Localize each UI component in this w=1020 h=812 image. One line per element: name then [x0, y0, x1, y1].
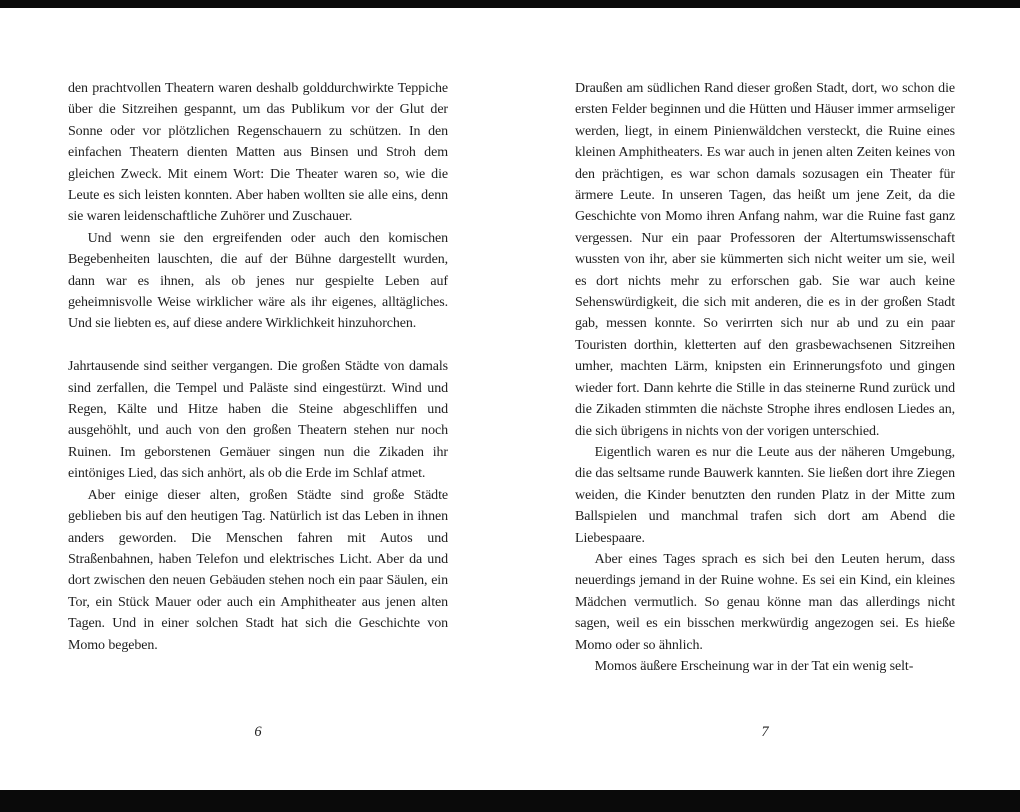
paragraph: Momos äußere Erscheinung war in der Tat ein wenig selt-	[594, 658, 914, 674]
paragraph: Eigentlich waren es nur die Leute aus der näheren Umgebung, die das seltsame runde Bauwerk kannten. Sie ließen dort ihre Ziegen weiden, die Kinder benutzten den runden Platz in der Mitte zum Ballspielen und manchmal trafen sich dort am Abend die Liebespaare.	[575, 444, 955, 546]
book-page-left	[0, 8, 510, 790]
page-text-block	[575, 78, 955, 677]
paragraph: Jahrtausende sind seither vergangen. Die großen Städte von damals sind zerfallen, die Tempel und Paläste sind eingestürzt. Wind und Regen, Kälte und Hitze haben die Steine abgeschliffen und ausgehöhlt, und auch von den großen Theatern stehen nur noch Ruinen. Im geborstenen Gemäuer singen nun die Zikaden ihr eintöniges Lied, das sich anhört, als ob die Erde im Schlaf atmet.	[68, 359, 448, 482]
top-letterbox-bar	[0, 0, 1020, 8]
book-spread	[0, 8, 1020, 790]
paragraph: den prachtvollen Theatern waren deshalb golddurchwirkte Teppiche über die Sitzreihen gespannt, um das Publikum vor der Glut der Sonne oder vor plötzlichen Regenschauern zu schützen. In den einfachen Theatern dienten Matten aus Binsen und Stroh dem gleichen Zweck. Mit einem Wort: Die Theater waren so, wie die Leute es sich leisten konnten. Aber haben wollten sie alle eins, denn sie waren leidenschaftliche Zuhörer und Zuschauer.	[68, 81, 448, 225]
book-page-right	[510, 8, 1020, 790]
page-text-block	[68, 78, 448, 656]
paragraph: Draußen am südlichen Rand dieser großen Stadt, dort, wo schon die ersten Felder beginnen und die Hütten und Häuser immer armseliger werden, liegt, in einem Pinienwäldchen versteckt, die Ruine eines kleinen Amphitheaters. Es war auch in jenen alten Zeiten keines von den prächtigen, es war schon damals sozusagen ein Theater für ärmere Leute. In unseren Tagen, das heißt um jene Zeit, da die Geschichte von Momo ihren Anfang nahm, war die Ruine fast ganz vergessen. Nur ein paar Professoren der Altertumswissenschaft wussten von ihr, aber sie kümmerten sich nicht weiter um sie, weil es dort nichts mehr zu erforschen gab. Sie war auch keine Sehenswürdigkeit, die sich mit anderen, die es in der großen Stadt gab, messen konnte. So verirrten sich nur ab und zu ein paar Touristen dorthin, kletterten auf den grasbewachsenen Sitzreihen umher, machten Lärm, knipsten ein Erinnerungsfoto und gingen wieder fort. Dann kehrte die Stille in das steinerne Rund zurück und die Zikaden stimmten die nächste Strophe ihres endlosen Liedes an, die sich übrigens in nichts von der vorigen unterschied.	[575, 81, 955, 439]
paragraph: Und wenn sie den ergreifenden oder auch den komischen Begebenheiten lauschten, die auf der Bühne dargestellt wurden, dann war es ihnen, als ob jenes nur gespielte Leben auf geheimnisvolle Weise wirklicher wäre als ihr eigenes, alltägliches. Und sie liebten es, auf diese andere Wirklichkeit hinzuhorchen.	[68, 230, 448, 332]
bottom-letterbox-bar	[0, 790, 1020, 812]
page-number-left: 6	[254, 724, 262, 740]
paragraph: Aber einige dieser alten, großen Städte sind große Städte geblieben bis auf den heutigen Tag. Natürlich ist das Leben in ihnen anders geworden. Die Menschen fahren mit Autos und Straßenbahnen, haben Telefon und elektrisches Licht. Aber da und dort zwischen den neuen Gebäuden stehen noch ein paar Säulen, ein Tor, ein Stück Mauer oder auch ein Amphitheater aus jenen alten Tagen. Und in einer solchen Stadt hat sich die Geschichte von Momo begeben.	[68, 487, 448, 653]
page-number-right: 7	[761, 724, 769, 740]
paragraph: Aber eines Tages sprach es sich bei den Leuten herum, dass neuerdings jemand in der Ruine wohne. Es sei ein Kind, ein kleines Mädchen vermutlich. So genau könne man das allerdings nicht sagen, weil es ein bisschen merkwürdig angezogen sei. Es hieße Momo oder so ähnlich.	[575, 551, 955, 653]
